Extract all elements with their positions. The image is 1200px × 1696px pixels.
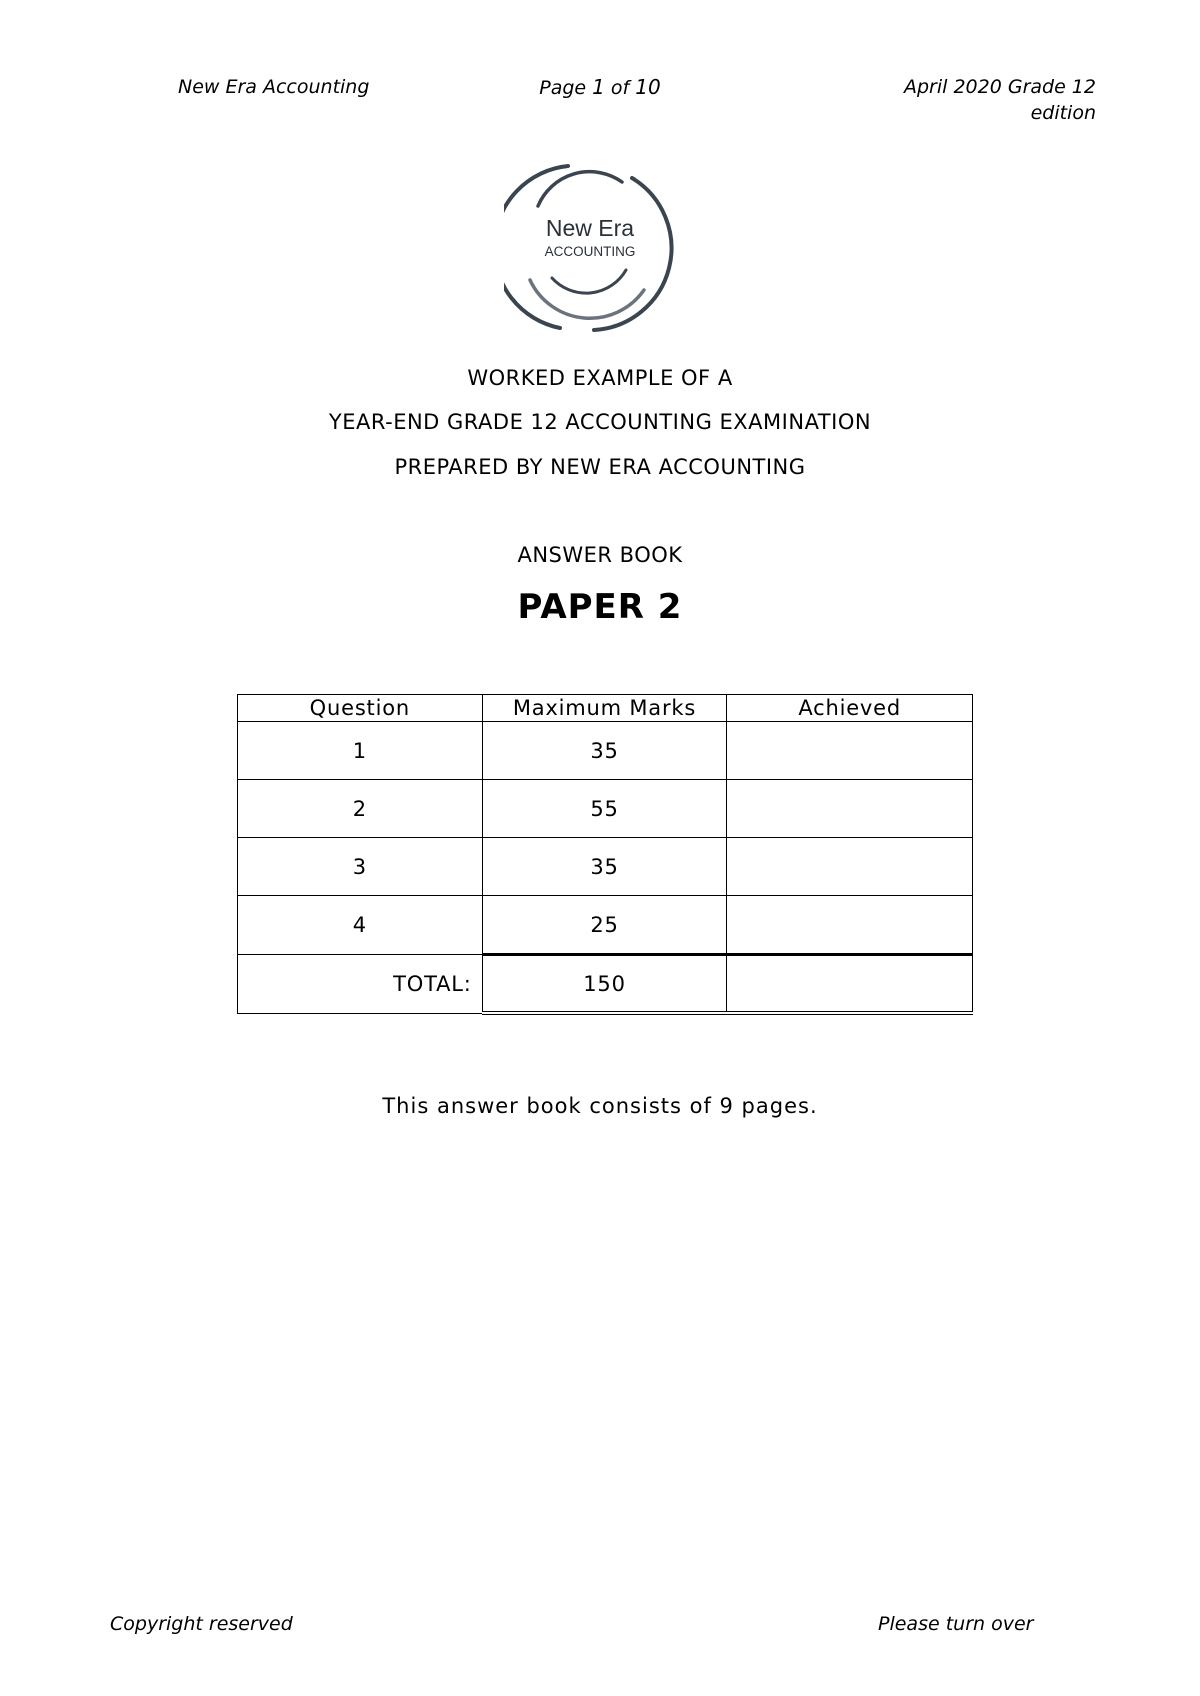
title-line-2: YEAR-END GRADE 12 ACCOUNTING EXAMINATION [328,410,872,434]
logo-ring-inner-top [538,172,622,206]
header-question: Question [238,695,483,722]
achieved-marks [727,722,973,780]
table-row [238,780,973,838]
header-right-line2: edition [1030,102,1096,124]
paper-title: PAPER 2 [517,587,683,627]
header-page-current: 1 [592,75,605,99]
header-achieved: Achieved [727,695,973,722]
achieved-marks [727,896,973,955]
maximum-marks: 55 [482,780,727,838]
logo-text-line1: New Era [545,215,635,241]
table-row [238,838,973,896]
maximum-marks: 25 [482,896,727,955]
logo-ring-mid [530,280,644,318]
total-maximum-marks: 150 [482,955,727,1014]
question-number: 1 [238,722,483,780]
header-right [876,74,1096,126]
new-era-accounting-logo [504,160,676,336]
header-page-mid: of [604,77,636,99]
total-label: TOTAL: [238,955,483,1014]
achieved-marks [727,780,973,838]
total-achieved-marks [727,955,973,1014]
title-line-3: PREPARED BY NEW ERA ACCOUNTING [394,455,806,479]
footer-turn-over: Please turn over [878,1613,1034,1635]
maximum-marks: 35 [482,722,727,780]
logo-ring-inner-bottom [552,270,626,293]
question-number: 4 [238,896,483,955]
footer-copyright: Copyright reserved [110,1613,293,1635]
question-number: 2 [238,780,483,838]
question-number: 3 [238,838,483,896]
header-page-total: 10 [635,75,661,99]
table-row [238,722,973,780]
table-total-row [238,955,973,1014]
page-count-note: This answer book consists of 9 pages. [382,1094,818,1118]
header-right-line1: April 2020 Grade 12 [903,76,1096,98]
table-row [238,896,973,955]
table-header-row [238,695,973,722]
logo-text-line2: ACCOUNTING [544,244,636,259]
marks-table [237,694,973,1015]
title-line-1: WORKED EXAMPLE OF A [467,366,733,390]
achieved-marks [727,838,973,896]
header-left: New Era Accounting [178,76,370,98]
maximum-marks: 35 [482,838,727,896]
header-page-prefix: Page [539,77,593,99]
header-maximum-marks: Maximum Marks [482,695,727,722]
answer-book-label: ANSWER BOOK [517,543,683,567]
